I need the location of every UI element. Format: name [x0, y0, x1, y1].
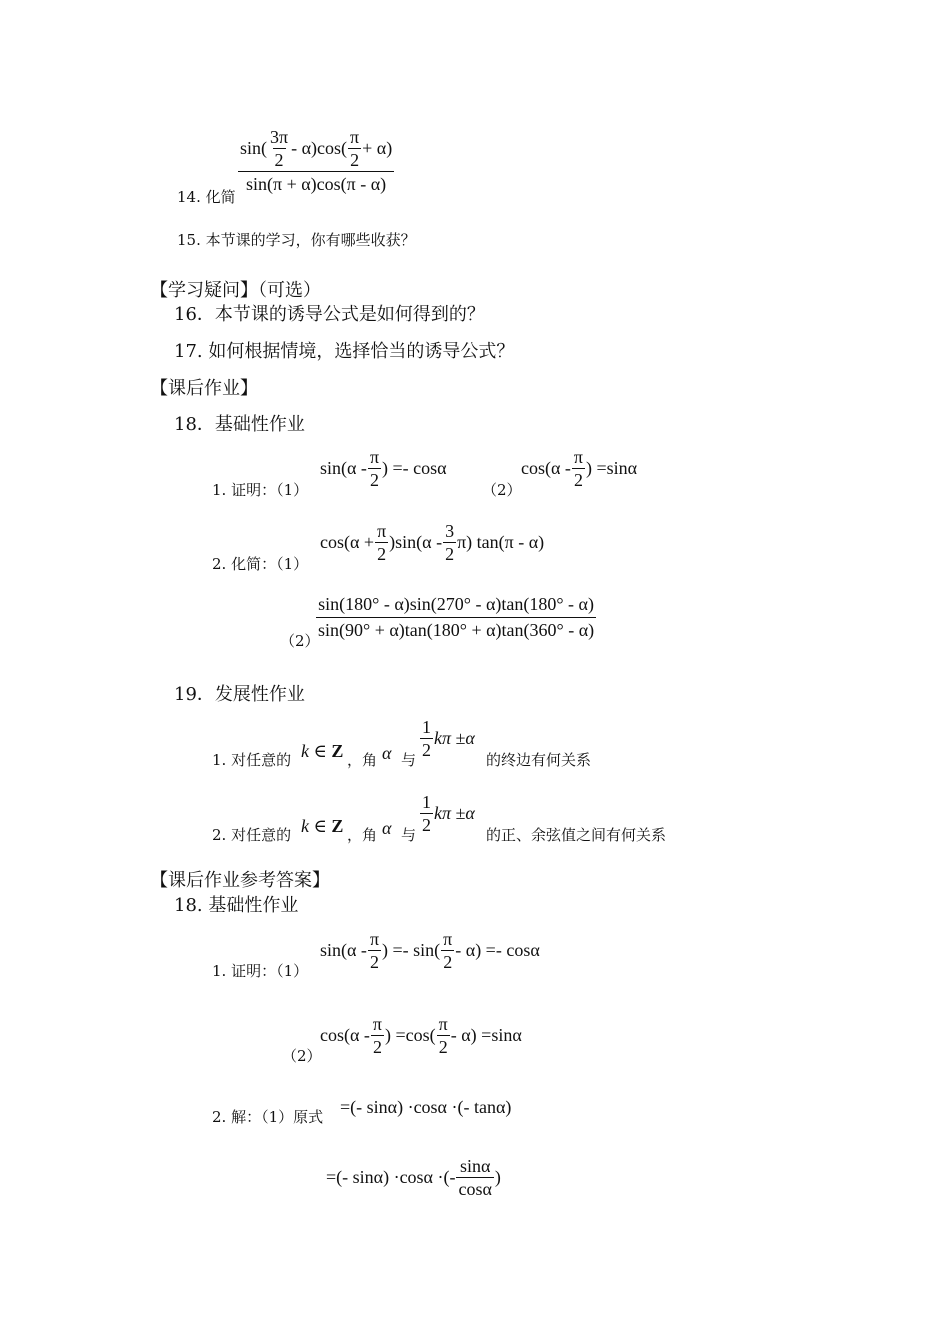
ans-solve-label: 2. 解：（1）原式 — [212, 1108, 324, 1126]
dev2-suffix: 的正、余弦值之间有何关系 — [486, 826, 667, 844]
hw-item1-label: 1. 证明：（1） — [212, 481, 309, 499]
q14-numer-c: + α) — [362, 138, 393, 158]
dev1-mid: ，角 — [347, 751, 378, 769]
dev1-k-in-z: k ∈ Z — [301, 741, 344, 761]
ans-proof-label: 1. 证明：（1） — [212, 962, 309, 980]
ans-solve-eq1: =(- sinα) ·cosα ·(- tanα) — [340, 1097, 512, 1117]
ans-solve-eq2: =(- sinα) ·cosα ·(- $\frac{\sin\alpha}{\cos\alpha}$ ) — [326, 1156, 501, 1199]
hw-item1-part2-label: （2） — [482, 481, 522, 499]
q14-numer-frac2: $\frac{\pi}{2}$ — [350, 127, 360, 170]
homework-q19-title: 19．发展性作业 — [174, 684, 305, 705]
dev1-suffix: 的终边有何关系 — [486, 751, 592, 769]
homework-heading: 【课后作业】 — [150, 378, 258, 399]
dev1-with: 与 — [401, 751, 417, 769]
ans-proof-eq2: cos(α - $\frac{\pi}{2}$ ) =cos( $\frac{\pi}{2}$ - α) =sinα — [320, 1014, 522, 1057]
dev2-expr: $\frac{1}{2}$ kπ ±α — [422, 792, 475, 835]
dev2-alpha: α — [382, 818, 392, 838]
q15-text: 15. 本节课的学习，你有哪些收获？ — [177, 231, 416, 249]
ans-proof-eq1: sin(α - $\frac{\pi}{2}$ ) =- sin( $\frac{\pi}{2}$ - α) =- cosα — [320, 929, 540, 972]
dev1-expr: $\frac{1}{2}$ kπ ±α — [422, 717, 475, 760]
q14-label: 14. 化简 — [177, 188, 236, 206]
q14-denominator: sin(π + α)cos(π - α) — [238, 171, 394, 195]
doubts-q16: 16．本节课的诱导公式是如何得到的？ — [174, 304, 485, 325]
dev1-alpha: α — [382, 743, 392, 763]
dev2-prefix: 2. 对任意的 — [212, 826, 292, 844]
doubts-q17: 17. 如何根据情境，选择恰当的诱导公式？ — [174, 341, 515, 362]
dev2-k-in-z: k ∈ Z — [301, 816, 344, 836]
q14-numer-a: sin( — [240, 138, 267, 158]
answers-heading: 【课后作业参考答案】 — [150, 870, 330, 891]
dev2-with: 与 — [401, 826, 417, 844]
hw-item1-eq2: cos(α - $\frac{\pi}{2}$ ) =sinα — [521, 447, 638, 490]
dev1-prefix: 1. 对任意的 — [212, 751, 292, 769]
ans-proof-part2-label: （2） — [282, 1047, 322, 1065]
hw-item2-label: 2. 化简：（1） — [212, 555, 309, 573]
doubts-heading: 【学习疑问】（可选） — [150, 280, 321, 301]
hw-item1-eq1: sin(α - $\frac{\pi}{2}$ ) =- cosα — [320, 447, 447, 490]
answers-q18-title: 18. 基础性作业 — [174, 895, 299, 916]
hw-item2-eq1: cos(α + $\frac{\pi}{2}$ )sin(α - $\frac{3}{2}$ π) tan(π - α) — [320, 521, 545, 564]
q14-numer-b: - α)cos( — [291, 138, 348, 158]
q14-numer-frac1: $\frac{3\pi}{2}$ — [270, 127, 289, 170]
q14-fraction — [238, 126, 394, 195]
homework-q18-title: 18．基础性作业 — [174, 414, 305, 435]
hw-item2-part2-label: （2） — [280, 632, 320, 650]
dev2-mid: ，角 — [347, 826, 378, 844]
hw-item2-eq2: sin(180° - α)sin(270° - α)tan(180° - α) sin(90° + α)tan(180° + α)tan(360° - α) — [318, 594, 595, 640]
